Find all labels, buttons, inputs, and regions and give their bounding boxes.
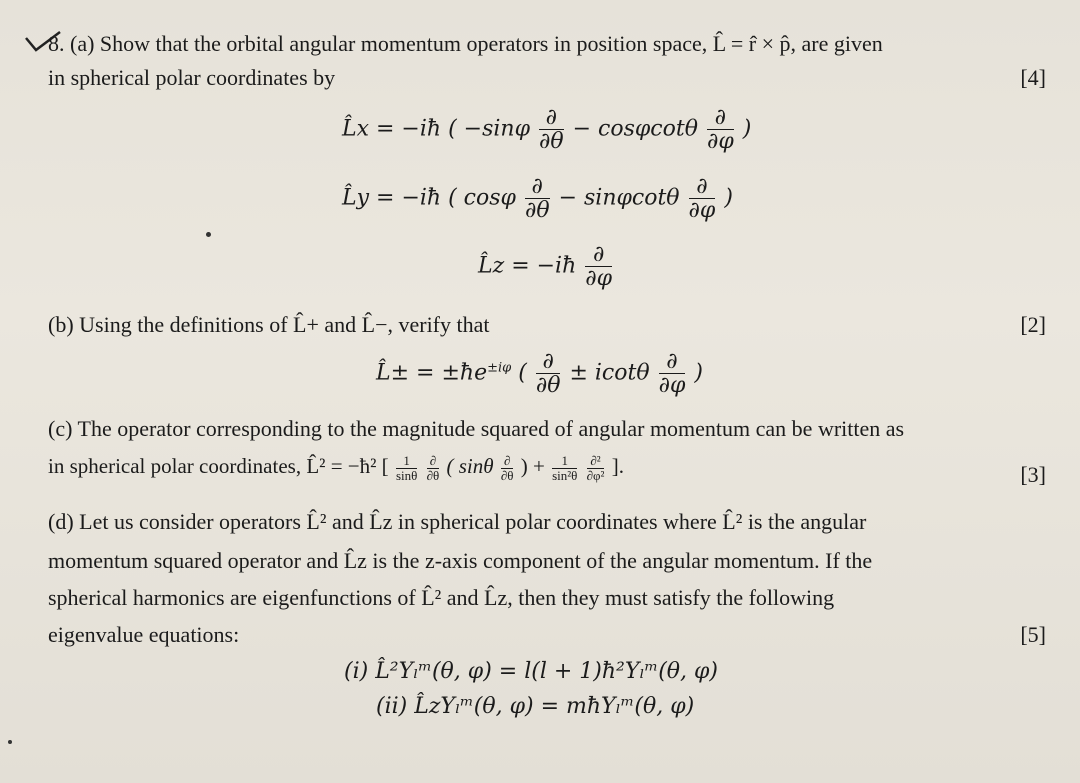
marks-d: [5]: [1020, 622, 1046, 647]
question-number: 8.: [48, 31, 65, 56]
equation-ly: [342, 175, 733, 222]
c-frac1: [396, 454, 417, 482]
c-frac5: [587, 454, 605, 482]
question-c-line2: [48, 454, 624, 482]
c-frac4: [552, 454, 577, 482]
lz-lhs: L̂z = −iħ: [478, 253, 577, 279]
lz-frac-phi: [585, 243, 612, 290]
ink-dot: [206, 232, 211, 237]
c-frac3: [501, 454, 514, 482]
frac-num: ∂: [539, 106, 564, 130]
question-d-line4: eigenvalue equations:: [48, 622, 240, 647]
frac-den: ∂φ: [688, 198, 716, 224]
frac-den: ∂φ: [706, 129, 734, 155]
lx-frac-theta: [539, 106, 564, 153]
frac-num: 1: [552, 454, 577, 469]
lx-lhs: L̂x = −iħ ( −sinφ: [342, 116, 530, 142]
question-a-text: (a) Show that the orbital angular momentum operators in position space, L̂ = r̂ × p̂, are given: [70, 31, 883, 56]
equation-lpm: [376, 350, 703, 397]
marks-c: [3]: [1020, 462, 1046, 487]
question-d-line3: spherical harmonics are eigenfunctions of L̂² and L̂z, then they must satisfy the following: [48, 585, 835, 610]
frac-den: sin²θ: [552, 467, 578, 483]
frac-num: 1: [396, 454, 417, 469]
c-plus: ) +: [520, 454, 545, 478]
question-a-line2: in spherical polar coordinates by: [48, 65, 336, 90]
question-d-line1: (d) Let us consider operators L̂² and L̂z in spherical polar coordinates where L̂² is the angular: [48, 509, 867, 534]
lpm-lhs: L̂± = ±ħe: [376, 360, 488, 386]
marks-b: [2]: [1020, 312, 1046, 337]
frac-den: ∂φ: [585, 266, 613, 292]
frac-den: ∂θ: [426, 467, 440, 483]
lpm-open: (: [518, 360, 527, 386]
frac-den: ∂θ: [500, 467, 514, 483]
frac-num: ∂: [427, 454, 440, 469]
frac-num: ∂: [585, 243, 612, 267]
lpm-frac-phi: [659, 350, 686, 397]
equation-lz: [478, 243, 614, 290]
frac-num: ∂: [689, 175, 716, 199]
question-d-line2: momentum squared operator and L̂z is the z-axis component of the angular momentum. If the: [48, 548, 873, 573]
ly-frac-theta: [525, 175, 550, 222]
frac-num: ∂: [536, 350, 561, 374]
frac-den: ∂θ: [538, 129, 564, 155]
frac-num: ∂: [525, 175, 550, 199]
lx-tail: ): [742, 116, 752, 142]
frac-num: ∂²: [587, 454, 605, 469]
ly-mid: − sinφcotθ: [558, 185, 680, 211]
ink-dot: [8, 740, 12, 744]
lpm-tail: ): [694, 360, 703, 386]
frac-den: sinθ: [395, 467, 418, 483]
lx-frac-phi: [707, 106, 734, 153]
frac-den: ∂φ: [658, 373, 686, 399]
frac-den: ∂θ: [535, 373, 561, 399]
question-a-line1: [48, 31, 883, 57]
frac-num: ∂: [659, 350, 686, 374]
c-paren: ( sinθ: [446, 454, 494, 478]
eigen-equation-2: (ii) L̂zYₗᵐ(θ, φ) = mħYₗᵐ(θ, φ): [376, 694, 695, 719]
ly-tail: ): [724, 185, 733, 211]
frac-num: ∂: [501, 454, 514, 469]
equation-lx: [342, 106, 751, 153]
question-b-text: (b) Using the definitions of L̂+ and L̂−, verify that: [48, 312, 490, 337]
frac-den: ∂θ: [524, 198, 550, 224]
c-end: ].: [611, 454, 624, 478]
ly-lhs: L̂y = −iħ ( cosφ: [342, 185, 516, 211]
lpm-mid: ± icotθ: [569, 360, 650, 386]
frac-num: ∂: [707, 106, 734, 130]
question-c-line1: (c) The operator corresponding to the magnitude squared of angular momentum can be written as: [48, 416, 905, 441]
c-frac2: [427, 454, 440, 482]
frac-den: ∂φ²: [586, 467, 605, 483]
eigen-equation-1: (i) L̂²Yₗᵐ(θ, φ) = l(l + 1)ħ²Yₗᵐ(θ, φ): [344, 659, 718, 684]
lpm-frac-theta: [536, 350, 561, 397]
c-pre: in spherical polar coordinates, L̂² = −ħ² [: [48, 454, 389, 478]
lpm-exponent: ±iφ: [487, 360, 512, 376]
ly-frac-phi: [689, 175, 716, 222]
marks-a: [4]: [1020, 65, 1046, 90]
lx-mid: − cosφcotθ: [572, 116, 698, 142]
